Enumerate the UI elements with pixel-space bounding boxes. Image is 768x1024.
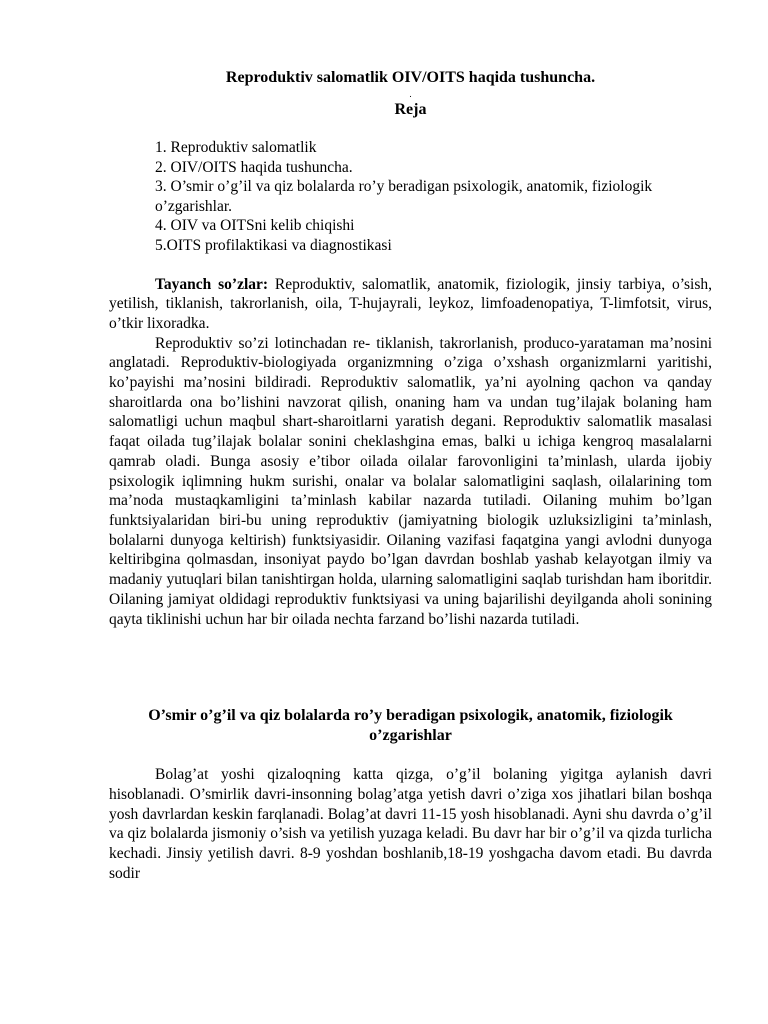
keywords-label: Tayanch so’zlar: <box>155 275 269 293</box>
document-page <box>109 68 712 883</box>
plan-heading: Reja <box>394 101 427 118</box>
body-paragraph-2: Bolag’at yoshi qizaloqning katta qizga, o’g’il bolaning yigitga aylanish davri hisoblanadi. O’smirlik davri-insonning bolag’atga yetish davri o’ziga xos jihatlari bilan boshqa yosh davrlardan keskin farqlanadi. Bolag’at davri 11-15 yosh hisoblanadi. Ayni shu davrda o’g’il va qiz bolalarda jismoniy o’sish va yetilish yuzaga keladi. Bu davr har bir o’g’il va qizda turlicha kechadi. Jinsiy yetilish davri. 8-9 yoshdan boshlanib,18-19 yoshgacha davom etadi. Bu davrda sodir <box>109 766 712 882</box>
plan-item: 4. OIV va OITSni kelib chiqishi <box>155 217 355 235</box>
keywords-paragraph <box>109 275 712 334</box>
plan-item: 5.OITS profilaktikasi va diagnostikasi <box>155 236 392 254</box>
plan-item: 1. Reproduktiv salomatlik <box>155 139 317 156</box>
plan-item: 2. OIV/OITS haqida tushuncha. <box>155 158 353 176</box>
document-title: Reproduktiv salomatlik OIV/OITS haqida tushuncha. <box>225 69 596 86</box>
keywords-text: Reproduktiv, salomatlik, anatomik, fiziologik, jinsiy tarbiya, o’sish, yetilish, tiklanish, takrorlanish, oila, T-hujayrali, leykoz, limfoadenopatiya, T-limfotsit, virus, o’tkir lixoradka. <box>109 275 712 332</box>
title-dot: . <box>409 89 412 99</box>
body-paragraph-1: Reproduktiv so’zi lotinchadan re- tiklanish, takrorlanish, produco-yarataman ma’nosini anglatadi. Reproduktiv-biologiyada organizmning o’ziga o’xshash organizmlarni yaritishi, ko’payishi ma’nosini bildiradi. Reproduktiv salomatlik, ya’ni ayolning qachon va qanday sharoitlarda ona bo’lishini navzorat qilish, onaning ham va undan tug’ilajak bolaning ham salomatligi uchun maqbul shart-sharoitlarni yaratish degani. Reproduktiv salomatlik masalasi faqat oilada tug’ilajak bolalar sonini cheklashgina emas, balki u ichiga kengroq masalalarni qamrab oladi. Bunga asosiy e’tibor oilada oilalar farovonligini ta’minlash, ularda ijobiy psixologik iqlimning hukm surishi, onalar va bolalar salomatligini saqlash, oilalarining tom ma’noda mustaqkamligini ta’minlash kabilar nazarda tutiladi. Oilaning muhim bo’lgan funktsiyalaridan biri-bu uning reproduktiv (jamiyatning biologik uzluksizligini ta’minlash, bolalarni dunyoga keltirish) funktsiyasidir. Oilaning vazifasi faqatgina yangi avlodni dunyoga keltiribgina qolmasdan, insoniyat paydo bo’lgan davrdan boshlab yashab kelayotgan ilmiy va madaniy yutuqlari bilan tanishtirgan holda, ularning salomatligini saqlab turishdan ham iboritdir. Oilaning jamiyat oldidagi reproduktiv funktsiyasi va uning bajarilishi deyilganda aholi sonining qayta tiklinishi uchun har bir oilada nechta farzand bo’lishi nazarda tutiladi. <box>109 334 712 628</box>
plan-list <box>109 138 712 256</box>
section-heading: O’smir o’g’il va qiz bolalarda ro’y beradigan psixologik, anatomik, fiziologik o’zgarishlar <box>148 707 673 745</box>
plan-item: 3. O’smir o’g’il va qiz bolalarda ro’y beradigan psixologik, anatomik, fiziologik o’zgarishlar. <box>155 178 653 215</box>
